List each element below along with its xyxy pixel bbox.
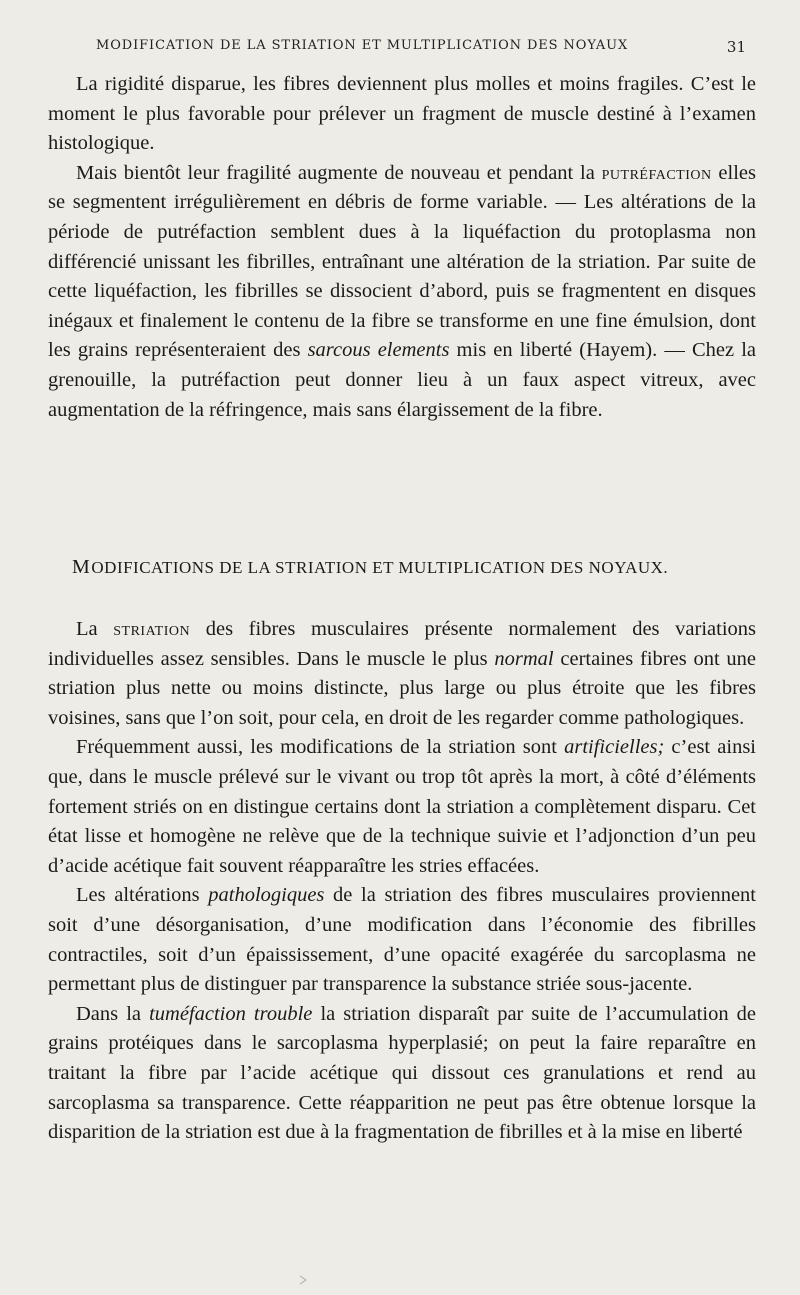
heading-text: ODIFICATIONS DE LA STRIATION ET MULTIPLICATION DES NOYAUX.	[91, 558, 669, 577]
page-number: 31	[726, 38, 746, 56]
paragraph-2: Mais bientôt leur fragilité augmente de nouveau et pendant la putréfaction elles se segmentent irrégulièrement en débris de forme variable. — Les altérations de la période de putréfaction semblent dues à la liquéfaction du protoplasma non différencié unissant les fibrilles, entraînant une altération de la striation. Par suite de cette liquéfaction, les fibrilles se dissocient d’abord, puis se fragmentent en disques inégaux et finalement le contenu de la fibre se transforme en une fine émulsion, dont les grains représenteraient des sarcous elements mis en liberté (Hayem). — Chez la grenouille, la putréfaction peut donner lieu à un faux aspect vitreux, avec augmentation de la réfringence, mais sans élargissement de la fibre.	[48, 161, 756, 421]
paragraph-1: La rigidité disparue, les fibres deviennent plus molles et moins fragiles. C’est le moment le plus favorable pour prélever un fragment de muscle destiné à l’examen histologique.	[48, 73, 756, 155]
italic-term: artificielles;	[564, 736, 665, 759]
section-heading	[72, 556, 668, 579]
heading-initial: M	[72, 556, 92, 578]
paragraph-3: La striation des fibres musculaires présente normalement des variations individuelles assez sensibles. Dans le muscle le plus normal certaines fibres ont une striation plus nette ou moins distincte, plus large ou plus étroite que les fibres voisines, sans que l’on soit, pour cela, en droit de les regarder comme pathologiques.	[48, 618, 756, 729]
body-top	[48, 70, 756, 425]
italic-term: pathologiques	[208, 884, 325, 907]
small-caps-term: striation	[113, 618, 191, 640]
body-bottom	[48, 615, 756, 1148]
italic-term: normal	[494, 647, 554, 670]
paragraph-4: Fréquemment aussi, les modifications de la striation sont artificielles; c’est ainsi que, dans le muscle prélevé sur le vivant ou trop tôt après la mort, à côté d’éléments fortement striés on en distingue certains dont la striation a complètement disparu. Cet état lisse et homogène ne relève que de la technique suivie et l’adjonction d’un peu d’acide acétique fait souvent réapparaître les stries effacées.	[48, 736, 756, 877]
italic-term: tuméfaction trouble	[149, 1002, 313, 1025]
small-caps-term: putréfaction	[601, 161, 712, 184]
print-mark-icon	[298, 1274, 308, 1286]
italic-term: sarcous elements	[307, 339, 450, 362]
paragraph-6: Dans la tuméfaction trouble la striation disparaît par suite de l’accumulation de grains protéiques dans le sarcoplasma hyperplasié; on peut la faire reparaître en traitant la fibre par l’acide acétique qui dissout ces granulations et rend au sarcoplasma sa transparence. Cette réapparition ne peut pas être obtenue lorsque la disparition de la striation est due à la fragmentation de fibrilles et à la mise en liberté	[48, 1002, 756, 1144]
running-title: MODIFICATION DE LA STRIATION ET MULTIPLICATION DES NOYAUX	[96, 38, 629, 53]
paragraph-5: Les altérations pathologiques de la striation des fibres musculaires proviennent soit d’une désorganisation, d’une modification dans l’économie des fibrilles contractiles, soit d’un épaississement, d’une opacité exagérée du sarcoplasma ne permettant plus de distinguer par transparence la substance striée sous-jacente.	[48, 884, 756, 996]
